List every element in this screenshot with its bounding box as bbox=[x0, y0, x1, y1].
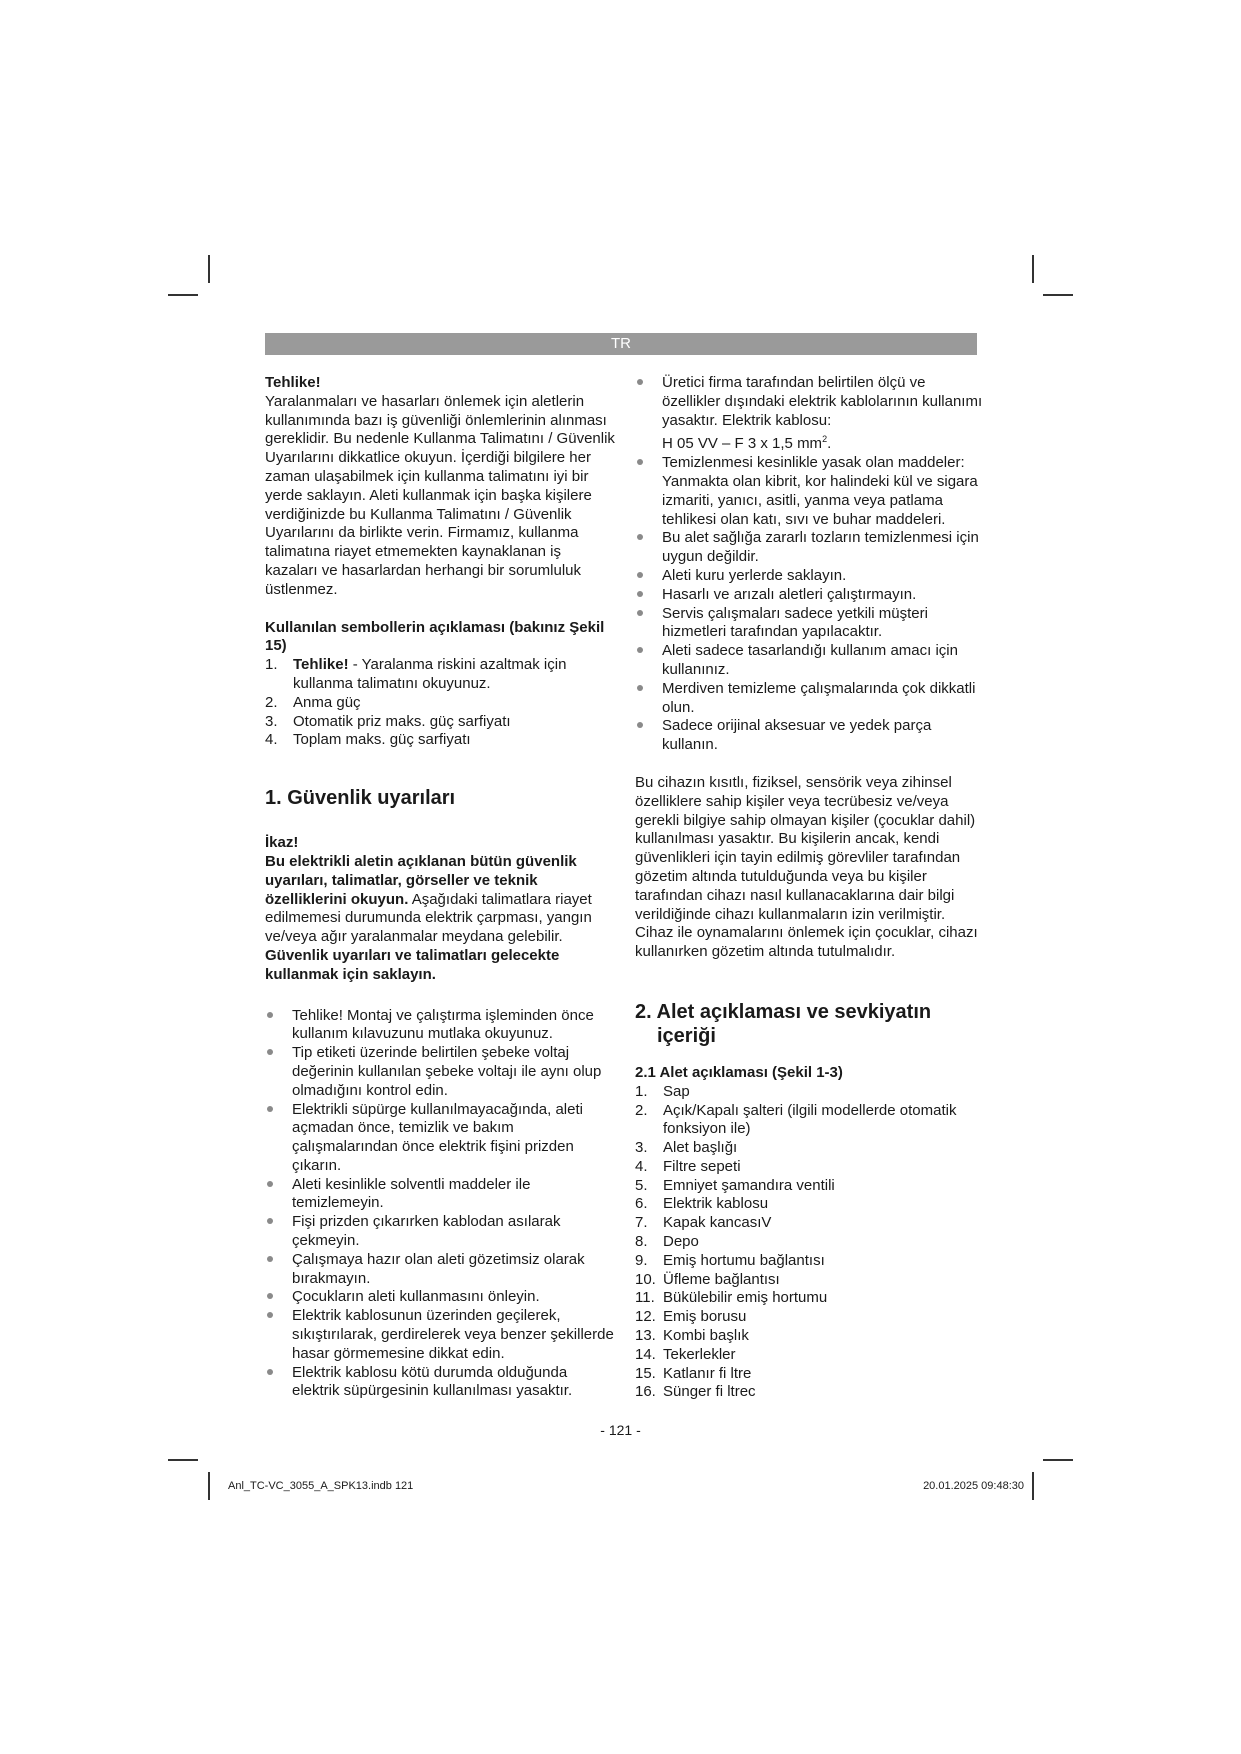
list-item: Tip etiketi üzerinde belirtilen şebeke voltaj değerinin kullanılan şebeke voltajı ile aynı olup olmadığını kontrol edin. bbox=[265, 1044, 615, 1100]
list-item: Üretici firma tarafından belirtilen ölçü ve özellikler dışındaki elektrik kablolarının kullanımı yasaktır. Elektrik kablosu: H 05 VV – F 3 x 1,5 $mm^2$. bbox=[635, 374, 985, 454]
list-item: Hasarlı ve arızalı aletleri çalıştırmayın. bbox=[635, 586, 985, 605]
crop-mark bbox=[168, 294, 198, 296]
list-item: Bu alet sağlığa zararlı tozların temizlenmesi için uygun değildir. bbox=[635, 529, 985, 567]
list-item: 7. Kapak kancasıV bbox=[635, 1214, 772, 1232]
list-item: 13. Kombi başlık bbox=[635, 1327, 749, 1345]
list-item: Servis çalışmaları sadece yetkili müşteri hizmetleri tarafından yapılacaktır. bbox=[635, 605, 985, 643]
list-item: 3. Alet başlığı bbox=[635, 1139, 738, 1157]
page-number: - 121 - bbox=[600, 1422, 641, 1438]
list-item: 4. Filtre sepeti bbox=[635, 1157, 741, 1175]
ikaz-save-note: Güvenlik uyarıları ve talimatları gelecekte kullanmak için saklayın. bbox=[265, 946, 560, 983]
safety-bullets bbox=[265, 1007, 615, 1402]
list-item: 3. Otomatik priz maks. güç sarfiyatı bbox=[265, 712, 511, 730]
list-item: Aleti sadece tasarlandığı kullanım amacı için kullanınız. bbox=[635, 642, 985, 680]
list-item: 9. Emiş hortumu bağlantısı bbox=[635, 1251, 825, 1269]
parts-list bbox=[635, 1083, 985, 1403]
list-item: Elektrik kablosunun üzerinden geçilerek, sıkıştırılarak, gerdirelerek veya benzer şekillerde hasar görmemesine dikkat edin. bbox=[265, 1307, 615, 1363]
list-item: Çalışmaya hazır olan aleti gözetimsiz olarak bırakmayın. bbox=[265, 1251, 615, 1289]
section-1-title: 1. Güvenlik uyarıları bbox=[265, 787, 456, 810]
list-item: 11. Bükülebilir emiş hortumu bbox=[635, 1289, 828, 1307]
persons-paragraph: Bu cihazın kısıtlı, fiziksel, sensörik veya zihinsel özelliklere sahip kişiler veya tecrübesiz ve/veya gerekli bilgiye sahip olmayan kişiler (çocuklar dahil) kullanılması yasaktır. Bu kişilerin ancak, kendi güvenlikleri için tayin edilmiş görevliler tarafından gözetim altında tutulduğunda veya bu kişiler tarafından cihazı nasıl kullanacaklarına dair bilgi verildiğinde cihazı kullanmaların izin verilmiştir. Cihaz ile oynamalarını önlemek için çocuklar, cihazı kullanırken gözetim altında tutulmalıdır. bbox=[635, 773, 978, 961]
language-bar: TR bbox=[265, 333, 977, 355]
list-item: Elektrikli süpürge kullanılmayacağında, aleti açmadan önce, temizlik ve bakım çalışmalarından önce elektrik fişini prizden çıkarın. bbox=[265, 1101, 615, 1176]
list-item: 8. Depo bbox=[635, 1233, 699, 1251]
list-item: Aleti kuru yerlerde saklayın. bbox=[635, 567, 985, 586]
list-item: 1. Tehlike! - Yaralanma riskini azaltmak için kullanma talimatını okuyunuz. bbox=[265, 656, 567, 692]
ikaz-title: İkaz! bbox=[265, 834, 299, 852]
crop-mark bbox=[168, 1459, 198, 1461]
print-timestamp: 20.01.2025 09:48:30 bbox=[923, 1480, 1024, 1492]
symbols-title: Kullanılan sembollerin açıklaması (bakınız Şekil 15) bbox=[265, 618, 605, 655]
crop-mark bbox=[1043, 294, 1073, 296]
ikaz-text: Bu elektrikli aletin açıklanan bütün güvenlik uyarıları, talimatlar, görseller ve teknik özelliklerini okuyun. Aşağıdaki talimatlara riayet edilmemesi durumunda elektrik çarpması, yangın ve/veya ağır yaralanmalar meydana gelebilir. bbox=[265, 852, 592, 946]
symbols-list bbox=[265, 656, 615, 750]
subsection-2-1-title: 2.1 Alet açıklaması (Şekil 1-3) bbox=[635, 1063, 843, 1081]
list-item: Elektrik kablosu kötü durumda olduğunda elektrik süpürgesinin kullanılması yasaktır. bbox=[265, 1364, 615, 1402]
safety-bullets-continued bbox=[635, 374, 985, 755]
list-item: Çocukların aleti kullanmasını önleyin. bbox=[265, 1288, 615, 1307]
list-item: 10. Üfleme bağlantısı bbox=[635, 1270, 780, 1288]
crop-mark bbox=[208, 255, 210, 283]
list-item: 16. Sünger fi ltrec bbox=[635, 1383, 756, 1401]
left-column bbox=[265, 374, 615, 1401]
crop-mark bbox=[208, 1472, 210, 1500]
warning-text: Yaralanmaları ve hasarları önlemek için aletlerin kullanımında bazı iş güvenliği önlemlerinin alınması gereklidir. Bu nedenle Kullanma Talimatını / Güvenlik Uyarılarını dikkatlice okuyun. İçerdiği bilgilere her zaman ulaşabilmek için kullanma talimatını iyi bir yerde saklayın. Aleti kullanmak için başka kişilere verdiğinizde bu Kullanma Talimatını / Güvenlik Uyarılarını da birlikte verin. Firmamız, kullanma talimatına riayet etmemekten kaynaklanan iş kazaları ve hasarlardan herhangi bir sorumluluk üstlenmez. bbox=[265, 392, 615, 598]
list-item: Aleti kesinlikle solventli maddeler ile temizlemeyin. bbox=[265, 1176, 615, 1214]
section-2-title: 2. Alet açıklaması ve sevkiyatın içeriği bbox=[635, 1000, 932, 1047]
list-item: 2. Açık/Kapalı şalteri (ilgili modellerde otomatik fonksiyon ile) bbox=[635, 1101, 957, 1138]
list-item: 2. Anma güç bbox=[265, 693, 361, 711]
list-item: 12. Emiş borusu bbox=[635, 1308, 747, 1326]
list-item: Sadece orijinal aksesuar ve yedek parça kullanın. bbox=[635, 717, 985, 755]
right-column bbox=[635, 374, 985, 1402]
file-slug: Anl_TC-VC_3055_A_SPK13.indb 121 bbox=[228, 1480, 414, 1492]
list-item: 6. Elektrik kablosu bbox=[635, 1195, 769, 1213]
list-item: Temizlenmesi kesinlikle yasak olan maddeler: Yanmakta olan kibrit, kor halindeki kül ve sigara izmariti, yanıcı, asitli, yanma veya patlama tehlikesi olan katı, sıvı ve buhar maddeleri. bbox=[635, 454, 985, 529]
list-item: 1. Sap bbox=[635, 1082, 690, 1100]
warning-title: Tehlike! bbox=[265, 374, 321, 391]
crop-mark bbox=[1032, 1472, 1034, 1500]
list-item: Tehlike! Montaj ve çalıştırma işleminden önce kullanım kılavuzunu mutlaka okuyunuz. bbox=[265, 1007, 615, 1045]
list-item: 14. Tekerlekler bbox=[635, 1345, 736, 1363]
crop-mark bbox=[1043, 1459, 1073, 1461]
list-item: 15. Katlanır fi ltre bbox=[635, 1364, 752, 1382]
list-item: 4. Toplam maks. güç sarfiyatı bbox=[265, 731, 471, 749]
list-item: Fişi prizden çıkarırken kablodan asılarak çekmeyin. bbox=[265, 1213, 615, 1251]
list-item: 5. Emniyet şamandıra ventili bbox=[635, 1176, 835, 1194]
crop-mark bbox=[1032, 255, 1034, 283]
list-item: Merdiven temizleme çalışmalarında çok dikkatli olun. bbox=[635, 680, 985, 718]
